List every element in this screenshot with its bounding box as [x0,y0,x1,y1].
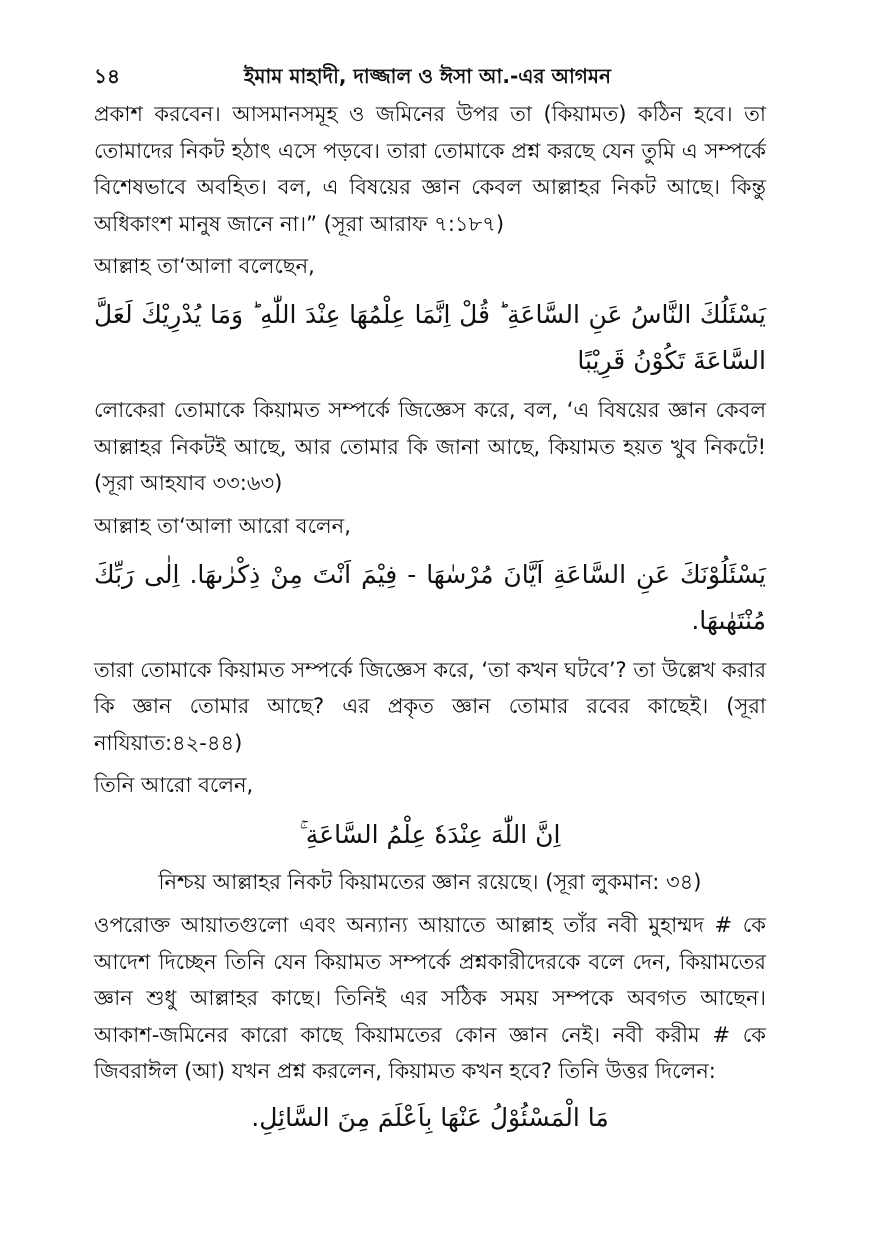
arabic-verse-ahzab: يَسْئَلُكَ النَّاسُ عَنِ السَّاعَةِ ؕ قُلْ اِنَّمَا عِلْمُهَا عِنْدَ اللّٰهِ ؕ وَمَا يُدْرِيْكَ لَعَلَّ السَّاعَةَ تَكُوْنُ قَرِيْبًا [94,300,766,375]
intro-line-1: আল্লাহ তা‘আলা বলেছেন, [94,254,315,278]
book-page [94,56,766,1146]
paragraph-translation-ahzab: লোকেরা তোমাকে কিয়ামত সম্পর্কে জিজ্ঞেস করে, বল, ‘এ বিষয়ের জ্ঞান কেবল আল্লাহর নিকটই আছে, আর তোমার কি জানা আছে, কিয়ামত হয়ত খুব নিকটে! (সূরা আহযাব ৩৩:৬৩) [94,398,766,495]
arabic-verse-luqman: اِنَّ اللّٰهَ عِنْدَهٗ عِلْمُ السَّاعَةِ ۚ [299,820,561,849]
paragraph-quran-translation-araf: প্রকাশ করবেন। আসমানসমূহ ও জমিনের উপর তা (কিয়ামত) কঠিন হবে। তা তোমাদের নিকট হঠাৎ এসে পড়বে। তারা তোমাকে প্রশ্ন করছে যেন তুমি এ সম্পর্কে বিশেষভাবে অবহিত। বল, এ বিষয়ের জ্ঞান কেবল আল্লাহর নিকট আছে। কিন্তু অধিকাংশ মানুষ জানে না।” (সূরা আরাফ ৭:১৮৭) [94,102,766,236]
page-number: ১৪ [94,64,120,88]
arabic-verse-naziat: يَسْئَلُوْنَكَ عَنِ السَّاعَةِ اَيَّانَ مُرْسٰهَا - فِيْمَ اَنْتَ مِنْ ذِكْرٰىهَا. اِلٰى رَبِّكَ مُنْتَهٰىهَا. [94,559,766,635]
running-title: ইমাম মাহাদী, দাজ্জাল ও ঈসা আ.-এর আগমন [244,64,611,88]
paragraph-commentary: ওপরোক্ত আয়াতগুলো এবং অন্যান্য আয়াতে আল্লাহ তাঁর নবী মুহাম্মদ # কে আদেশ দিচ্ছেন তিনি যেন কিয়ামত সম্পর্কে প্রশ্নকারীদেরকে বলে দেন, কিয়ামতের জ্ঞান শুধু আল্লাহর কাছে। তিনিই এর সঠিক সময় সম্পকে অবগত আছেন। আকাশ-জমিনের কারো কাছে কিয়ামতের কোন জ্ঞান নেই। নবী করীম # কে জিবরাঈল (আ) যখন প্রশ্ন করলেন, কিয়ামত কখন হবে? তিনি উত্তর দিলেন: [94,913,766,1083]
arabic-hadith-quote: مَا الْمَسْئُوْلُ عَنْهَا بِاَعْلَمَ مِنَ السَّائِلِ. [251,1102,609,1132]
translation-luqman: নিশ্চয় আল্লাহর নিকট কিয়ামতের জ্ঞান রয়েছে। (সূরা লুকমান: ৩৪) [158,870,702,894]
running-header [94,56,766,96]
intro-line-3: তিনি আরো বলেন, [94,773,254,797]
intro-line-2: আল্লাহ তা‘আলা আরো বলেন, [94,513,351,538]
paragraph-translation-naziat: তারা তোমাকে কিয়ামত সম্পর্কে জিজ্ঞেস করে, ‘তা কখন ঘটবে’? তা উল্লেখ করার কি জ্ঞান তোমার আছে? এর প্রকৃত জ্ঞান তোমার রবের কাছেই। (সূরা নাযিয়াত:৪২-৪৪) [94,657,766,755]
